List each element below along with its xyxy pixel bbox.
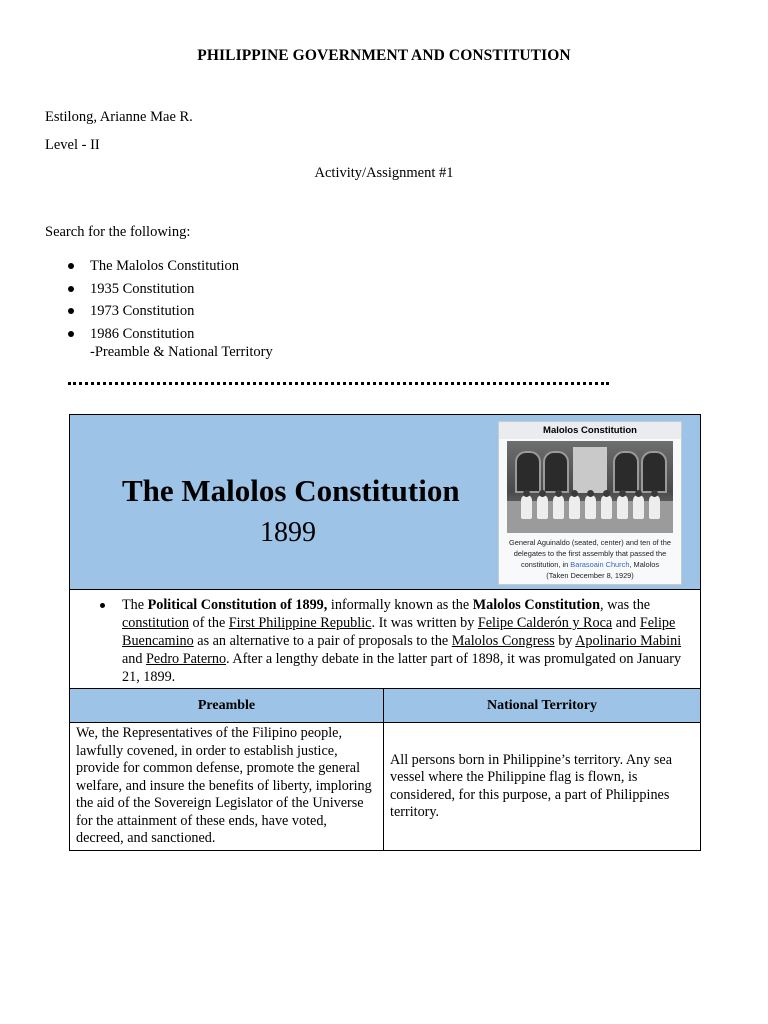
section-year: 1899 [260, 517, 316, 548]
bullet-icon [68, 263, 74, 269]
malolos-table [69, 414, 701, 851]
preamble-cell: We, the Representatives of the Filipino people, lawfully covened, in order to establish justice, provide for common defense, promote the general welfare, and insure the benefits of liberty, imploring the aid of the Sovereign Legislator of the Universe for the attainment of these ends, have voted, decreed, and sanctioned. [70, 723, 384, 851]
pedro-paterno-link[interactable]: Pedro Paterno [146, 651, 227, 667]
instruction-text: Search for the following: [45, 224, 191, 240]
national-territory-header: National Territory [384, 689, 701, 723]
bullet-icon [68, 286, 74, 292]
felipe-buencamino-link[interactable]: Felipe Buencamino [122, 615, 676, 649]
description-text: The Political Constitution of 1899, informally known as the Malolos Constitution, was the constitution of the First Philippine Republic. It was written by Felipe Calderón y Roca and Felipe Buencamino as an alternative to a pair of proposals to the Malolos Congress by Apolinario Mabini and Pedro Paterno. After a lengthy debate in the latter part of 1898, it was promulgated on January 21, 1899. [122, 597, 682, 685]
list-item-label: 1973 Constitution [90, 303, 195, 320]
bullet-icon [68, 331, 74, 337]
malolos-congress-link[interactable]: Malolos Congress [451, 633, 555, 649]
infobox-heading: Malolos Constitution [499, 422, 681, 439]
search-subnote: -Preamble & National Territory [90, 344, 273, 360]
page-title: PHILIPPINE GOVERNMENT AND CONSTITUTION [197, 47, 571, 64]
bullet-icon [100, 603, 105, 608]
felipe-calderon-link[interactable]: Felipe Calderón y Roca [477, 615, 613, 631]
national-territory-cell: All persons born in Philippine’s territory. Any sea vessel where the Philippine flag is flown, is considered, for this purpose, a part of Philippines territory. [384, 723, 701, 851]
list-item-label: 1986 Constitution [90, 326, 195, 343]
infobox-caption: General Aguinaldo (seated, center) and ten of the delegates to the first assembly that passed the constitution, in Barasoain Church, Malolos (Taken December 8, 1929) [509, 538, 671, 580]
assembly-photo [507, 441, 673, 533]
student-level: Level - II [45, 137, 100, 153]
list-item-label: The Malolos Constitution [90, 258, 240, 274]
section-title: The Malolos Constitution [122, 473, 460, 508]
preamble-header: Preamble [70, 689, 384, 723]
first-philippine-republic-link[interactable]: First Philippine Republic [228, 615, 372, 631]
search-list [66, 256, 239, 347]
list-item-label: 1935 Constitution [90, 280, 195, 297]
list-item [66, 256, 239, 279]
description-cell [70, 590, 701, 689]
dotted-divider [68, 382, 609, 385]
apolinario-mabini-link[interactable]: Apolinario Mabini [575, 633, 682, 649]
list-item [66, 301, 239, 324]
student-name: Estilong, Arianne Mae R. [45, 109, 193, 125]
bullet-icon [68, 308, 74, 314]
barasoain-church-link[interactable]: Barasoain Church [570, 560, 630, 569]
list-item [66, 279, 239, 302]
constitution-link[interactable]: constitution [122, 615, 189, 631]
activity-label: Activity/Assignment #1 [314, 165, 454, 181]
infobox [498, 421, 682, 585]
section-header [70, 415, 701, 590]
